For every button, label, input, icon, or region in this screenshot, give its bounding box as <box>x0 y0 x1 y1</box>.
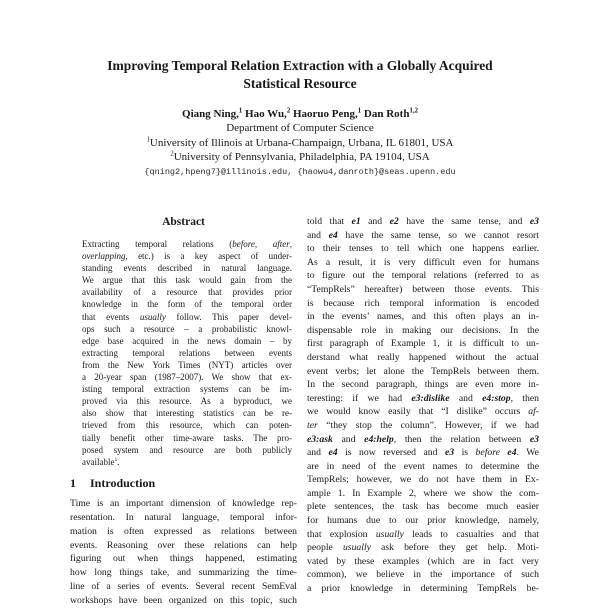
text-line: “TempRels” hereafter) between those events. This <box>307 283 539 295</box>
text-line: derstand what really happened without the actual <box>307 351 539 363</box>
affiliation-2: $^2$University of Pennsylvania, Philadelphia, PA 19104, USA <box>170 150 430 164</box>
text-line: availability of a resource that provides prior <box>82 287 292 298</box>
text-line: As a result, it is very difficult even for humans <box>307 256 539 268</box>
text-line: that events usually follow. This paper devel- <box>82 311 292 322</box>
text-line: are in need of the event names to determine the <box>307 460 539 472</box>
author-names: Qiang Ning,$^1$ Hao Wu,$^2$ Haoruo Peng,$^1$ Dan Roth$^{1,2}$ <box>182 107 418 120</box>
text-line: we would know easily that “I dislike” occurs af- <box>307 406 539 418</box>
text-line: and e4 have the same tense, so we cannot resort <box>307 229 539 241</box>
text-line: figuring out when things happened, estimating <box>70 553 297 565</box>
text-line: extracting temporal relations between events <box>82 347 292 358</box>
text-line: resentation. In natural language, temporal infor- <box>70 511 297 523</box>
text-line: is because rich temporal information is encoded <box>307 297 539 309</box>
text-line: posed system and resource are both publicly <box>82 444 292 455</box>
text-line: Time is an important dimension of knowledge rep- <box>70 497 297 509</box>
text-line: standing events described in natural language. <box>82 263 292 274</box>
author-block <box>0 107 600 165</box>
text-line: mation is often expressed as relations between <box>70 525 297 537</box>
text-line: event verbs; let alone the TempRels between them. <box>307 365 539 377</box>
text-line: overlapping, etc.) is a key aspect of under- <box>82 251 292 262</box>
affiliation-1: $^1$University of Illinois at Urbana-Champaign, Urbana, IL 61801, USA <box>146 136 454 149</box>
text-line: ter “they stop the column”. However, if we had <box>307 419 539 431</box>
text-line: workshops have been organized on this topic, such <box>70 595 297 607</box>
abstract-text <box>82 238 292 468</box>
section-heading <box>70 476 297 490</box>
text-line: that explosion usually leads to casualties and that <box>307 528 539 540</box>
text-line: knowledge in the form of the temporal order <box>82 299 292 310</box>
text-line: told that e1 and e2 have the same tense, and e3 <box>307 216 539 227</box>
text-line: common), we believe in the importance of such <box>307 569 539 581</box>
text-line: a 20-year span (1987–2007). We show that ex- <box>82 372 292 383</box>
text-line: to figure out the temporal relations (referred to as <box>307 270 539 282</box>
text-line: isting temporal extraction systems can be im- <box>82 384 292 395</box>
text-line: and e4 is now reversed and e3 is before e4. We <box>307 447 539 459</box>
introduction-text <box>70 497 297 608</box>
paper-title <box>0 57 600 92</box>
text-line: vated by these examples (which are in fact very <box>307 555 539 567</box>
text-line: also show that interesting statistics can be re- <box>82 408 292 419</box>
text-line: in the events’ names, and this often plays an in- <box>307 311 539 323</box>
text-line: e3:ask and e4:help, then the relation between e3 <box>307 433 539 445</box>
text-line: teresting: if we had e3:dislike and e4:stop, then <box>307 392 539 404</box>
text-line: a prior knowledge in determining TempRels be- <box>307 583 539 595</box>
text-line: to their tenses to tell which one happens earlier. <box>307 243 539 255</box>
text-line: ops such a resource – a probabilistic knowl- <box>82 323 292 334</box>
text-line: how long things take, and summarizing the time- <box>70 567 297 579</box>
department: Department of Computer Science <box>226 122 374 135</box>
text-line: line of a series of events. Several recent SemEval <box>70 581 297 593</box>
text-line: plete sentences, the task has become much easier <box>307 501 539 513</box>
text-line: events. Reasoning over these relations can help <box>70 539 297 551</box>
section-title: Introduction <box>90 475 156 490</box>
title-line-1: Improving Temporal Relation Extraction with a Globally Acquired <box>107 58 493 73</box>
abstract-heading: Abstract <box>162 216 205 228</box>
text-line: for humans due to our prior knowledge, namely, <box>307 515 539 527</box>
text-line: edge base acquired in the news domain – by <box>82 335 292 346</box>
section-number: 1 <box>70 475 76 490</box>
text-line: dispensable role in making our decisions. In the <box>307 324 539 336</box>
author-emails: {qning2,hpeng7}@illinois.edu, {haowu4,danroth}@seas.upenn.edu <box>144 167 456 177</box>
text-line: trieved from this resource, which can poten- <box>82 420 292 431</box>
text-line: people usually ask before they get help. Moti- <box>307 542 539 554</box>
text-line: first paragraph of Example 1, it is difficult to un- <box>307 338 539 350</box>
text-line: In the second paragraph, things are even more in- <box>307 379 539 391</box>
text-line: TempRels; however, we do not have them in Ex- <box>307 474 539 486</box>
text-line: We argue that this task would gain from the <box>82 275 292 286</box>
text-line: Extracting temporal relations (before, after, <box>82 239 292 249</box>
text-line: ample 1. In Example 2, where we show the com- <box>307 487 539 499</box>
text-line: available$^1$. <box>82 456 120 467</box>
text-line: tially benefit other time-aware tasks. The pro- <box>82 432 292 443</box>
left-column <box>70 214 297 608</box>
text-line: proved via this resource. As a byproduct, we <box>82 396 292 407</box>
right-column-text <box>307 215 539 596</box>
text-line: from the New York Times (NYT) articles over <box>82 359 292 370</box>
title-line-2: Statistical Resource <box>243 75 357 91</box>
